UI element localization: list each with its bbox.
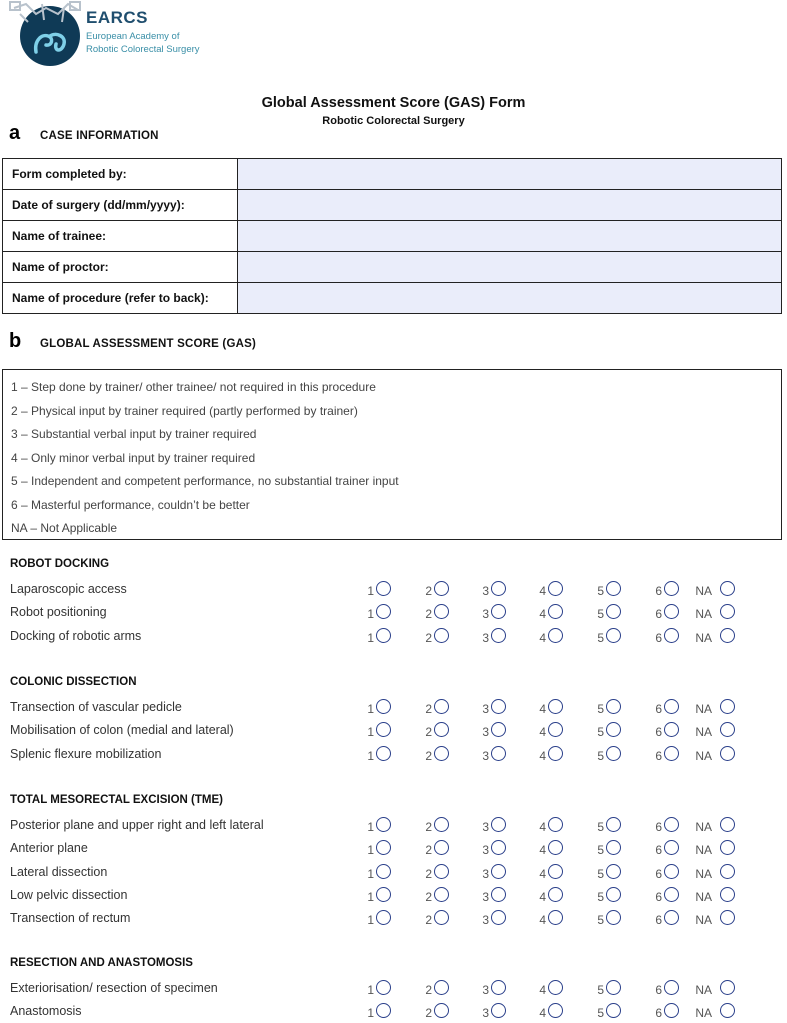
case-field-label: Name of proctor: (3, 252, 238, 283)
earcs-logo (6, 0, 200, 80)
score-option-label: 5 (597, 630, 604, 645)
score-radio[interactable] (606, 604, 621, 619)
score-radio[interactable] (491, 864, 506, 879)
case-field-label: Form completed by: (3, 159, 238, 190)
score-radio[interactable] (376, 817, 391, 832)
score-radio[interactable] (376, 980, 391, 995)
score-option-label: 1 (367, 866, 374, 881)
form-subtitle: Robotic Colorectal Surgery (322, 115, 465, 127)
assessment-row (0, 978, 787, 1000)
score-radio[interactable] (376, 722, 391, 737)
score-radio[interactable] (664, 840, 679, 855)
score-option-label: 4 (539, 702, 546, 716)
score-option-label: NA (695, 702, 712, 716)
score-radio[interactable] (606, 910, 621, 925)
score-option-label: 2 (425, 983, 432, 997)
score-radio[interactable] (376, 699, 391, 714)
score-option-label: 6 (655, 630, 662, 645)
score-option-label: 6 (655, 1006, 662, 1021)
score-radio[interactable] (664, 1003, 679, 1018)
assessment-item-label: Splenic flexure mobilization (10, 746, 162, 761)
group-title: TOTAL MESORECTAL EXCISION (TME) (10, 794, 223, 806)
score-option-label: 1 (367, 1006, 374, 1021)
score-radio[interactable] (606, 746, 621, 761)
score-radio[interactable] (491, 699, 506, 714)
score-radio[interactable] (434, 722, 449, 737)
assessment-row (0, 697, 787, 719)
score-radio[interactable] (491, 980, 506, 995)
score-option-label: 5 (597, 889, 604, 904)
score-radio[interactable] (376, 840, 391, 855)
assessment-item-label: Docking of robotic arms (10, 628, 142, 643)
score-radio[interactable] (606, 817, 621, 832)
assessment-item-label: Lateral dissection (10, 864, 108, 879)
score-radio[interactable] (434, 699, 449, 714)
score-option-label: 2 (425, 702, 432, 716)
score-option-label: NA (695, 820, 712, 834)
score-option-label: 4 (539, 748, 546, 763)
score-option-label: 4 (539, 983, 546, 997)
assessment-row (0, 602, 787, 624)
score-radio[interactable] (720, 817, 735, 832)
score-option-label: 2 (425, 630, 432, 645)
score-option-label: 3 (482, 584, 489, 598)
assessment-item-label: Mobilisation of colon (medial and lateral) (10, 723, 234, 738)
assessment-item-label: Posterior plane and upper right and left lateral (10, 818, 264, 832)
score-option-label: 4 (539, 866, 546, 881)
score-option-label: 3 (482, 843, 489, 858)
score-option-label: 3 (482, 702, 489, 716)
logo-full-name: European Academy of Robotic Colorectal Surgery (86, 31, 200, 55)
score-option-label: 5 (597, 607, 604, 622)
case-field-cell (238, 252, 782, 283)
assessment-item-label: Robot positioning (10, 605, 107, 620)
score-option-label: 4 (539, 630, 546, 645)
score-option-label: 4 (539, 913, 546, 928)
score-radio[interactable] (376, 581, 391, 596)
score-option-label: 6 (655, 843, 662, 858)
score-radio[interactable] (606, 887, 621, 902)
score-radio[interactable] (720, 746, 735, 761)
score-option-label: 4 (539, 820, 546, 834)
case-field-input[interactable] (238, 190, 781, 220)
score-option-label: 5 (597, 913, 604, 928)
score-radio[interactable] (720, 628, 735, 643)
assessment-row (0, 815, 787, 837)
score-option-label: 2 (425, 584, 432, 598)
score-option-label: 4 (539, 843, 546, 858)
assessment-row (0, 885, 787, 907)
score-option-label: 4 (539, 584, 546, 598)
case-field-cell (238, 159, 782, 190)
score-radio[interactable] (491, 1003, 506, 1018)
assessment-row (0, 579, 787, 601)
score-radio[interactable] (720, 699, 735, 714)
score-radio[interactable] (720, 840, 735, 855)
score-option-label: 1 (367, 913, 374, 928)
assessment-row (0, 908, 787, 930)
score-radio[interactable] (664, 699, 679, 714)
score-option-label: 6 (655, 584, 662, 598)
section-b-title: GLOBAL ASSESSMENT SCORE (GAS) (40, 338, 257, 350)
score-option-label: 5 (597, 584, 604, 598)
score-option-label: 2 (425, 889, 432, 904)
score-option-label: 3 (482, 725, 489, 740)
group-title: ROBOT DOCKING (10, 558, 110, 570)
score-option-label: 6 (655, 866, 662, 881)
score-radio[interactable] (606, 581, 621, 596)
score-option-label: 4 (539, 725, 546, 740)
case-field-row (3, 190, 782, 221)
score-radio[interactable] (491, 746, 506, 761)
score-radio[interactable] (548, 604, 563, 619)
case-field-row (3, 221, 782, 252)
assessment-row (0, 744, 787, 766)
form-title: Global Assessment Score (GAS) Form (261, 95, 526, 111)
score-radio[interactable] (548, 1003, 563, 1018)
case-field-input[interactable] (238, 283, 781, 313)
score-radio[interactable] (434, 628, 449, 643)
assessment-item-label: Low pelvic dissection (10, 887, 128, 902)
legend-line: 6 – Masterful performance, couldn’t be better (11, 497, 250, 512)
assessment-row (0, 838, 787, 860)
score-radio[interactable] (664, 910, 679, 925)
assessment-item-label: Anastomosis (10, 1004, 82, 1019)
score-option-label: 3 (482, 820, 489, 834)
case-field-input[interactable] (238, 159, 781, 189)
score-option-label: 2 (425, 820, 432, 834)
legend-line: 1 – Step done by trainer/ other trainee/ not required in this procedure (11, 380, 376, 394)
score-option-label: 2 (425, 913, 432, 928)
score-radio[interactable] (376, 864, 391, 879)
score-option-label: 3 (482, 607, 489, 622)
score-option-label: 2 (425, 843, 432, 858)
score-radio[interactable] (491, 887, 506, 902)
legend-line: NA – Not Applicable (11, 521, 118, 535)
score-option-label: NA (695, 843, 712, 858)
score-radio[interactable] (548, 817, 563, 832)
score-radio[interactable] (664, 581, 679, 596)
score-option-label: 6 (655, 725, 662, 740)
score-radio[interactable] (548, 722, 563, 737)
score-radio[interactable] (548, 910, 563, 925)
score-option-label: 6 (655, 607, 662, 622)
score-legend-box (2, 369, 782, 540)
score-option-label: 5 (597, 820, 604, 834)
legend-line: 3 – Substantial verbal input by trainer required (11, 427, 257, 441)
score-option-label: NA (695, 1006, 712, 1021)
score-option-label: 5 (597, 725, 604, 740)
case-field-label: Name of trainee: (3, 221, 238, 252)
score-option-label: 1 (367, 843, 374, 858)
score-option-label: 6 (655, 820, 662, 834)
legend-line: 4 – Only minor verbal input by trainer required (11, 450, 256, 465)
score-radio[interactable] (376, 1003, 391, 1018)
score-radio[interactable] (720, 864, 735, 879)
score-option-label: 3 (482, 889, 489, 904)
score-radio[interactable] (664, 722, 679, 737)
score-radio[interactable] (491, 628, 506, 643)
score-option-label: 6 (655, 748, 662, 763)
score-option-label: 6 (655, 913, 662, 928)
case-field-row (3, 159, 782, 190)
case-field-cell (238, 221, 782, 252)
score-option-label: 1 (367, 983, 374, 997)
score-radio[interactable] (376, 910, 391, 925)
score-option-label: NA (695, 584, 712, 598)
score-option-label: 5 (597, 843, 604, 858)
score-option-label: 1 (367, 748, 374, 763)
score-option-label: 2 (425, 748, 432, 763)
score-radio[interactable] (664, 864, 679, 879)
score-radio[interactable] (548, 980, 563, 995)
score-radio[interactable] (491, 817, 506, 832)
score-option-label: 5 (597, 866, 604, 881)
score-radio[interactable] (376, 746, 391, 761)
score-radio[interactable] (376, 887, 391, 902)
case-field-input[interactable] (238, 252, 781, 282)
score-radio[interactable] (606, 864, 621, 879)
score-radio[interactable] (664, 817, 679, 832)
assessment-item-label: Anterior plane (10, 841, 88, 856)
score-radio[interactable] (434, 746, 449, 761)
score-radio[interactable] (434, 840, 449, 855)
score-option-label: 2 (425, 607, 432, 622)
score-radio[interactable] (664, 628, 679, 643)
score-option-label: 3 (482, 983, 489, 997)
score-radio[interactable] (664, 887, 679, 902)
score-radio[interactable] (606, 699, 621, 714)
score-radio[interactable] (664, 604, 679, 619)
score-radio[interactable] (606, 840, 621, 855)
score-option-label: 3 (482, 748, 489, 763)
score-radio[interactable] (548, 581, 563, 596)
score-radio[interactable] (376, 604, 391, 619)
score-option-label: NA (695, 866, 712, 881)
score-radio[interactable] (491, 604, 506, 619)
assessment-item-label: Transection of rectum (10, 911, 131, 926)
score-option-label: NA (695, 983, 712, 997)
score-option-label: 1 (367, 607, 374, 622)
assessment-row (0, 626, 787, 648)
score-radio[interactable] (434, 604, 449, 619)
score-option-label: 5 (597, 748, 604, 763)
score-radio[interactable] (720, 722, 735, 737)
case-information-table (2, 158, 782, 314)
assessment-row (0, 1001, 787, 1023)
score-radio[interactable] (720, 581, 735, 596)
score-radio[interactable] (720, 980, 735, 995)
score-radio[interactable] (548, 864, 563, 879)
score-option-label: 2 (425, 866, 432, 881)
score-option-label: 4 (539, 1006, 546, 1021)
score-radio[interactable] (664, 746, 679, 761)
score-option-label: 4 (539, 889, 546, 904)
score-option-label: 5 (597, 1006, 604, 1021)
score-radio[interactable] (491, 722, 506, 737)
group-title: RESECTION AND ANASTOMOSIS (10, 957, 193, 969)
score-option-label: 2 (425, 1006, 432, 1021)
score-option-label: 3 (482, 1006, 489, 1021)
score-option-label: NA (695, 748, 712, 763)
section-a-title: CASE INFORMATION (40, 130, 159, 142)
score-radio[interactable] (720, 604, 735, 619)
score-radio[interactable] (434, 1003, 449, 1018)
legend-line: 5 – Independent and competent performance, no substantial trainer input (11, 474, 399, 488)
case-field-label: Date of surgery (dd/mm/yyyy): (3, 190, 238, 221)
case-field-label: Name of procedure (refer to back): (3, 283, 238, 314)
score-radio[interactable] (434, 910, 449, 925)
score-option-label: 1 (367, 725, 374, 740)
score-radio[interactable] (434, 887, 449, 902)
score-radio[interactable] (548, 699, 563, 714)
case-field-input[interactable] (238, 221, 781, 251)
score-radio[interactable] (434, 980, 449, 995)
score-option-label: 3 (482, 630, 489, 645)
score-radio[interactable] (606, 980, 621, 995)
case-field-row (3, 283, 782, 314)
score-option-label: 5 (597, 983, 604, 997)
score-option-label: NA (695, 607, 712, 622)
score-radio[interactable] (434, 817, 449, 832)
score-radio[interactable] (606, 722, 621, 737)
score-radio[interactable] (548, 840, 563, 855)
score-radio[interactable] (548, 628, 563, 643)
assessment-item-label: Laparoscopic access (10, 582, 127, 596)
score-option-label: 4 (539, 607, 546, 622)
assessment-item-label: Exteriorisation/ resection of specimen (10, 981, 218, 995)
assessment-item-label: Transection of vascular pedicle (10, 700, 182, 714)
assessment-row (0, 862, 787, 884)
score-option-label: NA (695, 913, 712, 928)
case-field-cell (238, 190, 782, 221)
score-option-label: 3 (482, 913, 489, 928)
case-field-row (3, 252, 782, 283)
assessment-row (0, 720, 787, 742)
group-title: COLONIC DISSECTION (10, 676, 137, 688)
score-option-label: NA (695, 889, 712, 904)
score-option-label: 1 (367, 584, 374, 598)
score-option-label: 1 (367, 702, 374, 716)
section-b-letter: b (9, 330, 22, 352)
legend-line: 2 – Physical input by trainer required (partly performed by trainer) (11, 403, 358, 418)
section-a-letter: a (9, 122, 21, 144)
score-radio[interactable] (606, 628, 621, 643)
score-radio[interactable] (720, 887, 735, 902)
score-option-label: 6 (655, 889, 662, 904)
case-field-cell (238, 283, 782, 314)
score-radio[interactable] (548, 887, 563, 902)
score-radio[interactable] (376, 628, 391, 643)
score-radio[interactable] (491, 910, 506, 925)
score-radio[interactable] (491, 840, 506, 855)
score-option-label: 6 (655, 983, 662, 997)
score-radio[interactable] (720, 1003, 735, 1018)
score-radio[interactable] (548, 746, 563, 761)
logo-abbreviation: EARCS (86, 8, 149, 27)
colon-icon (32, 30, 68, 56)
score-option-label: 2 (425, 725, 432, 740)
score-option-label: 5 (597, 702, 604, 716)
score-option-label: 1 (367, 889, 374, 904)
score-option-label: NA (695, 725, 712, 740)
score-radio[interactable] (664, 980, 679, 995)
score-option-label: NA (695, 630, 712, 645)
score-radio[interactable] (606, 1003, 621, 1018)
score-radio[interactable] (434, 864, 449, 879)
score-option-label: 1 (367, 820, 374, 834)
score-option-label: 1 (367, 630, 374, 645)
score-option-label: 6 (655, 702, 662, 716)
score-option-label: 3 (482, 866, 489, 881)
score-radio[interactable] (491, 581, 506, 596)
score-radio[interactable] (720, 910, 735, 925)
score-radio[interactable] (434, 581, 449, 596)
